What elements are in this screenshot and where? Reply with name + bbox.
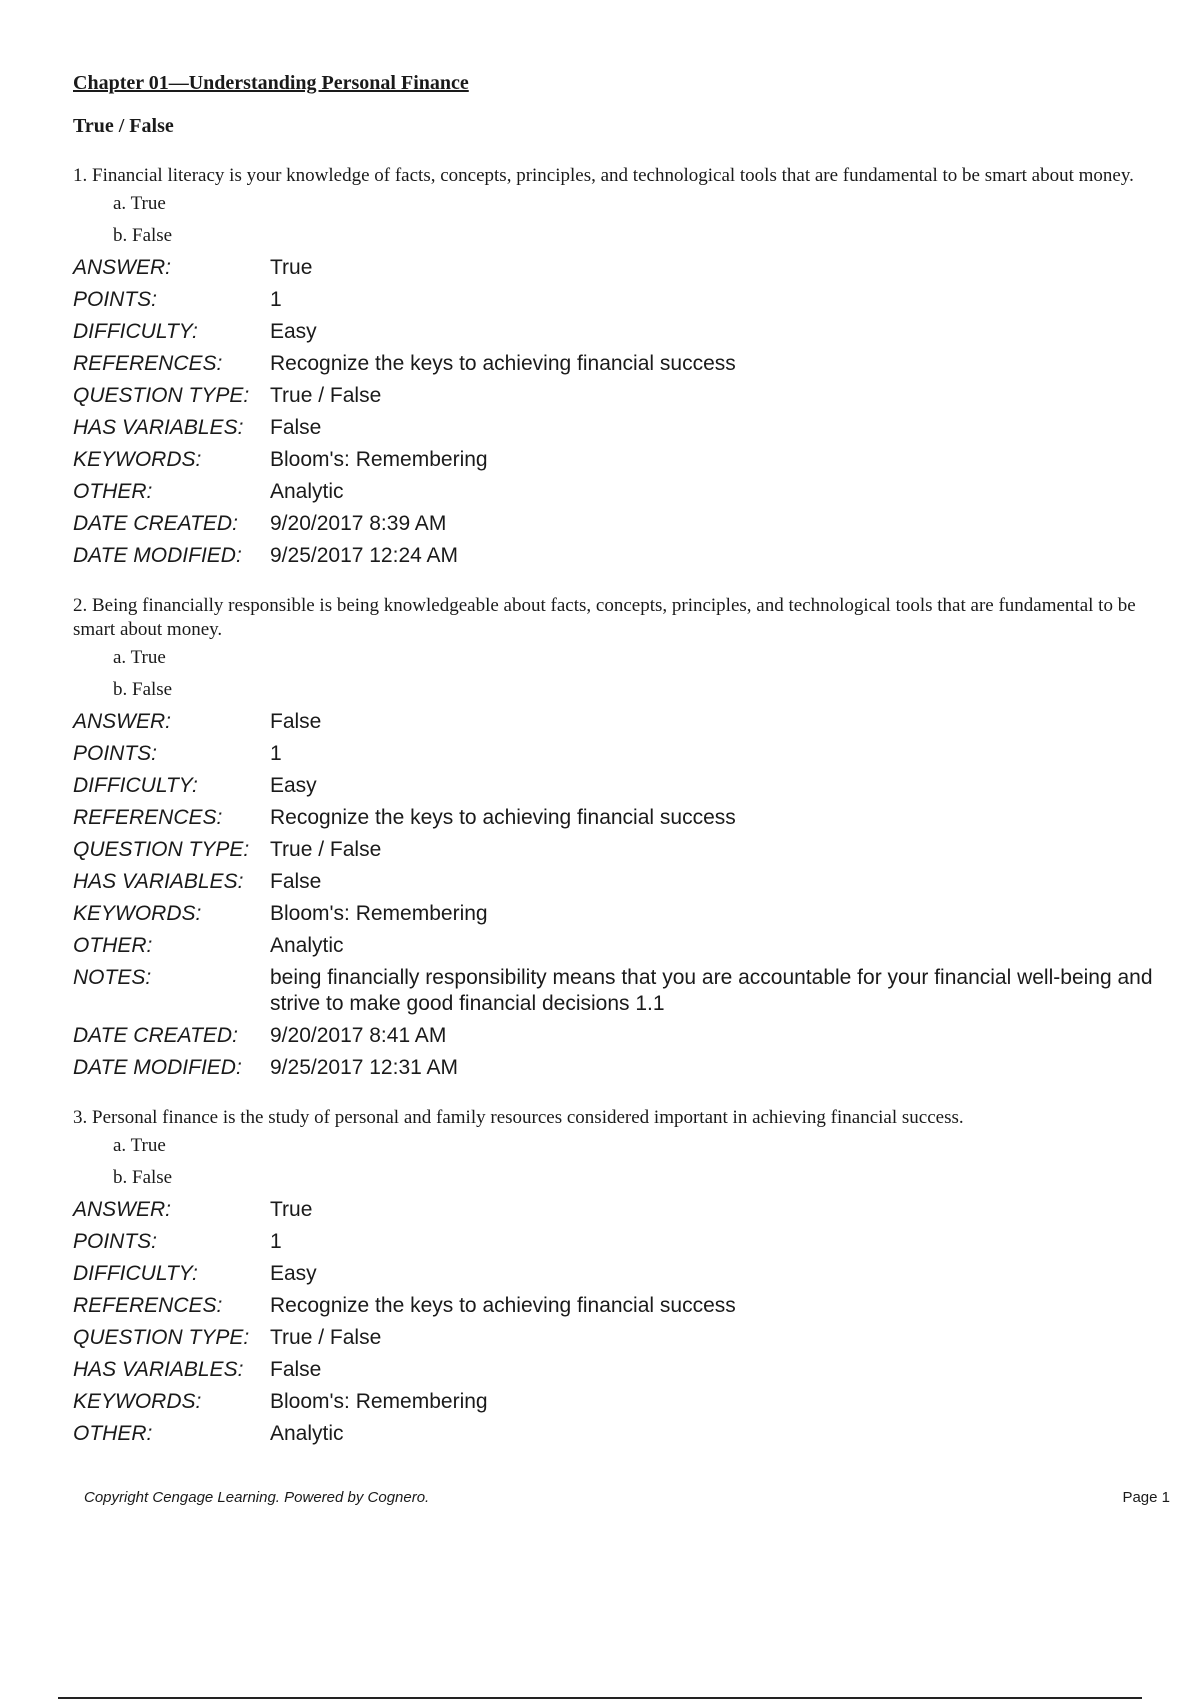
meta-label: DIFFICULTY: [73,320,198,343]
meta-value: Analytic [270,1422,344,1445]
meta-keywords [73,1386,1173,1418]
option-false: b. False [113,679,173,700]
meta-label: DATE CREATED: [73,1024,238,1047]
meta-has-variables [73,866,1173,898]
meta-label: POINTS: [73,742,158,765]
option-true: a. True [113,193,166,214]
page-footer [84,1489,1170,1506]
meta-date-created [73,1020,1173,1052]
meta-answer [73,706,1173,738]
meta-keywords [73,898,1173,930]
meta-value: Recognize the keys to achieving financial success [270,1294,736,1317]
meta-label: POINTS: [73,288,158,311]
meta-label: REFERENCES: [73,352,223,375]
option-true: a. True [113,1135,166,1156]
meta-points [73,1226,1173,1258]
meta-value: True / False [270,838,382,861]
meta-other [73,476,1173,508]
question-text: 2. Being financially responsible is being knowledgeable about facts, concepts, principles, and technological tools that are fundamental to be smart about money. [73,595,1136,640]
meta-difficulty [73,770,1173,802]
meta-references [73,802,1173,834]
meta-value: Easy [270,1262,317,1285]
meta-other [73,1418,1173,1450]
meta-has-variables [73,1354,1173,1386]
meta-label: ANSWER: [73,710,172,733]
meta-date-modified [73,540,1173,572]
page-divider [58,1697,1142,1699]
meta-notes [73,962,1173,1020]
meta-value: Bloom's: Remembering [270,1390,488,1413]
meta-label: ANSWER: [73,256,172,279]
meta-other [73,930,1173,962]
option-false: b. False [113,225,173,246]
meta-value: Recognize the keys to achieving financial success [270,806,736,829]
meta-value: 9/20/2017 8:41 AM [270,1024,447,1047]
meta-has-variables [73,412,1173,444]
meta-value: Recognize the keys to achieving financial success [270,352,736,375]
meta-references [73,348,1173,380]
meta-points [73,284,1173,316]
option-true: a. True [113,647,166,668]
meta-label: NOTES: [73,966,152,989]
meta-date-modified [73,1052,1173,1084]
meta-question-type [73,1322,1173,1354]
meta-label: REFERENCES: [73,1294,223,1317]
meta-label: REFERENCES: [73,806,223,829]
meta-value: Analytic [270,480,344,503]
meta-value: False [270,1358,322,1381]
meta-label: HAS VARIABLES: [73,416,244,439]
meta-label: KEYWORDS: [73,1390,202,1413]
meta-value: False [270,870,322,893]
meta-label: OTHER: [73,480,153,503]
meta-value: 9/25/2017 12:31 AM [270,1056,458,1079]
option-false: b. False [113,1167,173,1188]
meta-value: 1 [270,288,282,311]
meta-label: KEYWORDS: [73,902,202,925]
meta-label: DATE MODIFIED: [73,544,242,567]
meta-value: True [270,1198,313,1221]
meta-value: True / False [270,384,382,407]
meta-label: OTHER: [73,934,153,957]
meta-value: False [270,710,322,733]
meta-label: KEYWORDS: [73,448,202,471]
meta-label: DIFFICULTY: [73,1262,198,1285]
meta-label: QUESTION TYPE: [73,1326,250,1349]
question-text: 1. Financial literacy is your knowledge of facts, concepts, principles, and technological tools that are fundamental to be smart about money. [73,165,1134,186]
meta-label: QUESTION TYPE: [73,384,250,407]
meta-label: OTHER: [73,1422,153,1445]
meta-value: being financially responsibility means that you are accountable for your financial well-being and strive to make good financial decisions 1.1 [270,966,1153,1015]
meta-value: False [270,416,322,439]
meta-value: 1 [270,1230,282,1253]
meta-answer [73,1194,1173,1226]
meta-value: True [270,256,313,279]
meta-date-created [73,508,1173,540]
meta-label: ANSWER: [73,1198,172,1221]
meta-value: Easy [270,320,317,343]
page-number: Page 1 [1122,1489,1170,1506]
meta-value: Bloom's: Remembering [270,902,488,925]
meta-label: DIFFICULTY: [73,774,198,797]
meta-label: HAS VARIABLES: [73,1358,244,1381]
question-2 [73,594,1173,1084]
meta-value: 9/20/2017 8:39 AM [270,512,447,535]
meta-value: Bloom's: Remembering [270,448,488,471]
document-page [73,72,1173,1472]
meta-label: HAS VARIABLES: [73,870,244,893]
meta-value: 9/25/2017 12:24 AM [270,544,458,567]
meta-value: 1 [270,742,282,765]
question-text: 3. Personal finance is the study of personal and family resources considered important in achieving financial success. [73,1107,964,1128]
meta-label: POINTS: [73,1230,158,1253]
meta-references [73,1290,1173,1322]
question-1 [73,164,1173,572]
meta-difficulty [73,316,1173,348]
meta-label: DATE CREATED: [73,512,238,535]
meta-value: Analytic [270,934,344,957]
meta-answer [73,252,1173,284]
meta-label: DATE MODIFIED: [73,1056,242,1079]
chapter-title: Chapter 01—Understanding Personal Finance [73,72,469,94]
meta-question-type [73,380,1173,412]
copyright-notice: Copyright Cengage Learning. Powered by Cognero. [84,1489,430,1506]
meta-difficulty [73,1258,1173,1290]
question-3 [73,1106,1173,1450]
meta-label: QUESTION TYPE: [73,838,250,861]
meta-value: Easy [270,774,317,797]
meta-keywords [73,444,1173,476]
meta-value: True / False [270,1326,382,1349]
meta-question-type [73,834,1173,866]
section-title: True / False [73,115,174,137]
meta-points [73,738,1173,770]
